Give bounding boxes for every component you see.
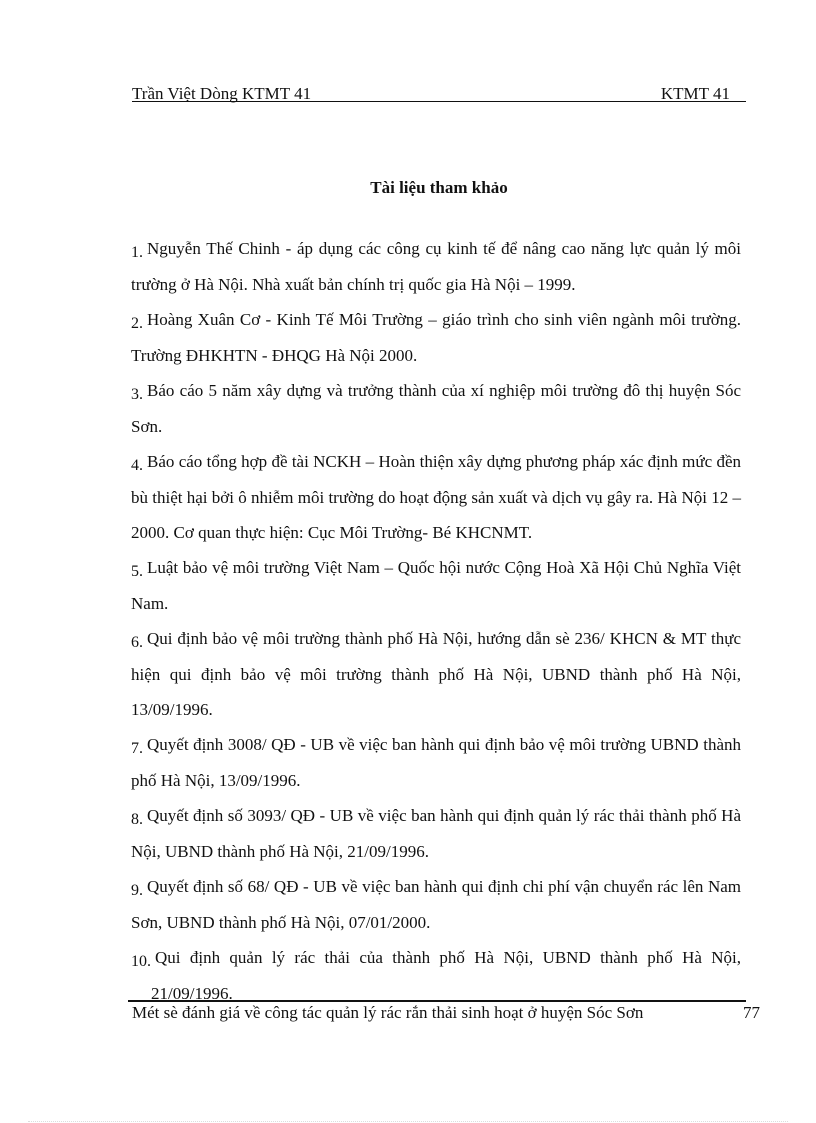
- footer-title: Mét sè đánh giá về công tác quản lý rác rắn thải sinh hoạt ở huyện Sóc Sơn: [132, 1003, 644, 1022]
- reference-number: 4.: [131, 457, 143, 474]
- reference-number: 5.: [131, 563, 143, 580]
- reference-item: [131, 302, 741, 373]
- reference-number: 8.: [131, 811, 143, 828]
- reference-number: 6.: [131, 634, 143, 651]
- header-rule: [132, 101, 746, 102]
- reference-list: [131, 231, 741, 1011]
- reference-item: [131, 621, 741, 727]
- reference-text: Nguyễn Thế Chinh - áp dụng các công cụ kinh tế để nâng cao năng lực quản lý môi trường ở Hà Nội. Nhà xuất bản chính trị quốc gia Hà Nội – 1999.: [131, 239, 741, 294]
- reference-item: [131, 727, 741, 798]
- page-footer: [132, 1003, 760, 1023]
- reference-text: Hoàng Xuân Cơ - Kinh Tế Môi Trường – giáo trình cho sinh viên ngành môi trường. Trường ĐHKHTN - ĐHQG Hà Nội 2000.: [131, 310, 741, 365]
- reference-item: [131, 373, 741, 444]
- footer-rule: [128, 1000, 746, 1002]
- reference-item: [131, 798, 741, 869]
- reference-item: [131, 550, 741, 621]
- reference-text: Qui định quản lý rác thải của thành phố Hà Nội, UBND thành phố Hà Nội, 21/09/1996.: [151, 948, 741, 1003]
- reference-item: [131, 231, 741, 302]
- reference-number: 3.: [131, 386, 143, 403]
- reference-text: Báo cáo tổng hợp đề tài NCKH – Hoàn thiện xây dựng phương pháp xác định mức đền bù thiệt hại bởi ô nhiễm môi trường do hoạt động sản xuất và dịch vụ gây ra. Hà Nội 12 –2000. Cơ quan thực hiện: Cục Môi Trường- Bé KHCNMT.: [131, 452, 741, 542]
- page-number: 77: [743, 1003, 760, 1022]
- reference-text: Báo cáo 5 năm xây dựng và trưởng thành của xí nghiệp môi trường đô thị huyện Sóc Sơn.: [131, 381, 741, 436]
- reference-text: Quyết định số 3093/ QĐ - UB về việc ban hành qui định quản lý rác thải thành phố Hà Nội, UBND thành phố Hà Nội, 21/09/1996.: [131, 806, 741, 861]
- reference-number: 9.: [131, 882, 143, 899]
- header-class: KTMT 41: [660, 84, 730, 103]
- reference-text: Quyết định 3008/ QĐ - UB về việc ban hành qui định bảo vệ môi trường UBND thành phố Hà Nội, 13/09/1996.: [131, 735, 741, 790]
- page-bottom-dots: [28, 1121, 788, 1122]
- reference-text: Luật bảo vệ môi trường Việt Nam – Quốc hội nước Cộng Hoà Xã Hội Chủ Nghĩa Việt Nam.: [131, 558, 741, 613]
- reference-item: [131, 869, 741, 940]
- page-title: Tài liệu tham khảo: [370, 178, 508, 197]
- reference-number: 1.: [131, 244, 143, 261]
- reference-item: [131, 444, 741, 550]
- reference-number: 2.: [131, 315, 143, 332]
- reference-number: 10.: [131, 953, 151, 970]
- reference-text: Qui định bảo vệ môi trường thành phố Hà Nội, hướng dẫn sè 236/ KHCN & MT thực hiện qui định bảo vệ môi trường thành phố Hà Nội, UBND thành phố Hà Nội, 13/09/1996.: [131, 629, 741, 719]
- reference-text: Quyết định số 68/ QĐ - UB về việc ban hành qui định chi phí vận chuyển rác lên Nam Sơn, UBND thành phố Hà Nội, 07/01/2000.: [131, 877, 741, 932]
- header-author-class: Trần Việt Dòng KTMT 41: [132, 84, 312, 103]
- reference-number: 7.: [131, 740, 143, 757]
